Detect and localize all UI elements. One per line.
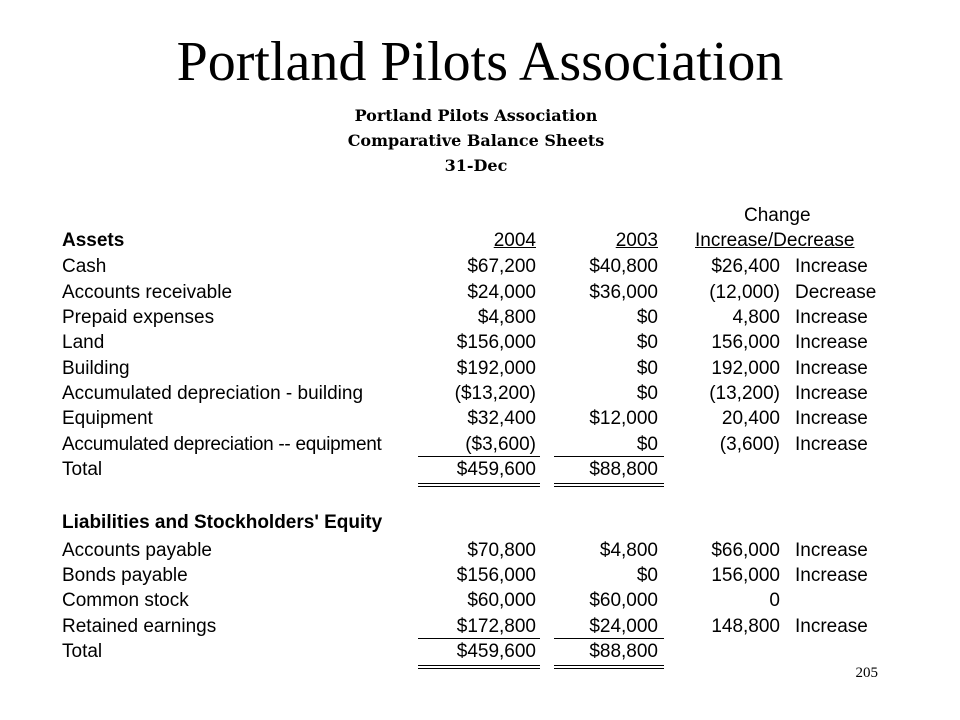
total-double-rule-2004: [418, 483, 540, 487]
subtotal-rule-2003: [554, 456, 664, 457]
total-label: Total: [62, 459, 103, 480]
change-value: (13,200): [709, 383, 780, 404]
sheet-subheading: Comparative Balance Sheets: [347, 131, 605, 150]
value-2003: $36,000: [589, 282, 658, 303]
row-label: Accounts receivable: [62, 282, 233, 303]
change-value: (12,000): [709, 282, 780, 303]
page-number: 205: [855, 665, 878, 681]
value-2003: $60,000: [589, 590, 658, 611]
change-direction: Decrease: [795, 282, 877, 303]
value-2003: $0: [636, 332, 658, 353]
value-2003: $0: [636, 383, 658, 404]
total-double-rule-2003: [554, 483, 664, 487]
change-direction: Increase: [795, 358, 868, 379]
total-2004: $459,600: [456, 641, 536, 662]
change-direction: Increase: [795, 434, 868, 455]
change-direction: Increase: [795, 565, 868, 586]
change-value: 156,000: [711, 565, 780, 586]
value-2004: $32,400: [467, 408, 536, 429]
change-value: 0: [769, 590, 780, 611]
sheet-date: 31-Dec: [444, 156, 508, 175]
liabilities-heading: Liabilities and Stockholders' Equity: [62, 512, 383, 533]
value-2004: $60,000: [467, 590, 536, 611]
change-value: $26,400: [711, 256, 780, 277]
value-2004: $70,800: [467, 540, 536, 561]
row-label: Common stock: [62, 590, 189, 611]
value-2004: $24,000: [467, 282, 536, 303]
value-2004: ($13,200): [454, 383, 536, 404]
subtotal-rule-2003: [554, 638, 664, 639]
value-2004: $4,800: [477, 307, 536, 328]
change-value: (3,600): [719, 434, 780, 455]
sheet-heading: Portland Pilots Association: [354, 106, 598, 125]
value-2004: ($3,600): [459, 434, 536, 456]
change-value: 192,000: [711, 358, 780, 379]
change-direction: Increase: [795, 540, 868, 561]
change-direction: Increase: [795, 383, 868, 404]
change-direction: Increase: [795, 307, 868, 328]
change-value: 148,800: [711, 616, 780, 637]
row-label: Accounts payable: [62, 540, 212, 561]
change-direction: Increase: [795, 616, 868, 637]
value-2004: $67,200: [467, 256, 536, 277]
subtotal-rule-2004: [418, 456, 540, 457]
value-2004: $156,000: [456, 565, 536, 586]
value-2003: $0: [636, 565, 658, 586]
change-direction: Increase: [795, 256, 868, 277]
value-2003: $4,800: [599, 540, 658, 561]
change-value: 4,800: [732, 307, 780, 328]
value-2003: $0: [636, 307, 658, 328]
value-2004: $156,000: [456, 332, 536, 353]
value-2004: $192,000: [456, 358, 536, 379]
total-label: Total: [62, 641, 103, 662]
value-2003: $40,800: [589, 256, 658, 277]
change-value: $66,000: [711, 540, 780, 561]
col-header-2003: 2003: [615, 230, 658, 251]
change-value: 20,400: [721, 408, 780, 429]
row-label: Bonds payable: [62, 565, 188, 586]
assets-heading: Assets: [62, 230, 125, 251]
row-label: Retained earnings: [62, 616, 217, 637]
row-label: Accumulated depreciation -- equipment: [62, 434, 382, 455]
row-label: Prepaid expenses: [62, 307, 215, 328]
value-2003: $24,000: [589, 616, 658, 637]
total-2003: $88,800: [589, 459, 658, 480]
value-2003: $12,000: [589, 408, 658, 429]
col-header-2004: 2004: [493, 230, 536, 251]
total-2004: $459,600: [456, 459, 536, 480]
row-label: Equipment: [62, 408, 153, 429]
value-2003: $0: [636, 434, 658, 455]
value-2004: $172,800: [456, 616, 536, 637]
row-label: Accumulated depreciation - building: [62, 383, 364, 404]
total-double-rule-2004: [418, 665, 540, 669]
value-2003: $0: [636, 358, 658, 379]
total-double-rule-2003: [554, 665, 664, 669]
row-label: Land: [62, 332, 105, 353]
change-header-top: Change: [744, 205, 811, 226]
row-label: Building: [62, 358, 130, 379]
change-direction: Increase: [795, 408, 868, 429]
subtotal-rule-2004: [418, 638, 540, 639]
row-label: Cash: [62, 256, 107, 277]
change-direction: Increase: [795, 332, 868, 353]
change-header: Increase/Decrease: [695, 230, 855, 251]
total-2003: $88,800: [589, 641, 658, 662]
slide-title: Portland Pilots Association: [176, 31, 784, 93]
change-value: 156,000: [711, 332, 780, 353]
